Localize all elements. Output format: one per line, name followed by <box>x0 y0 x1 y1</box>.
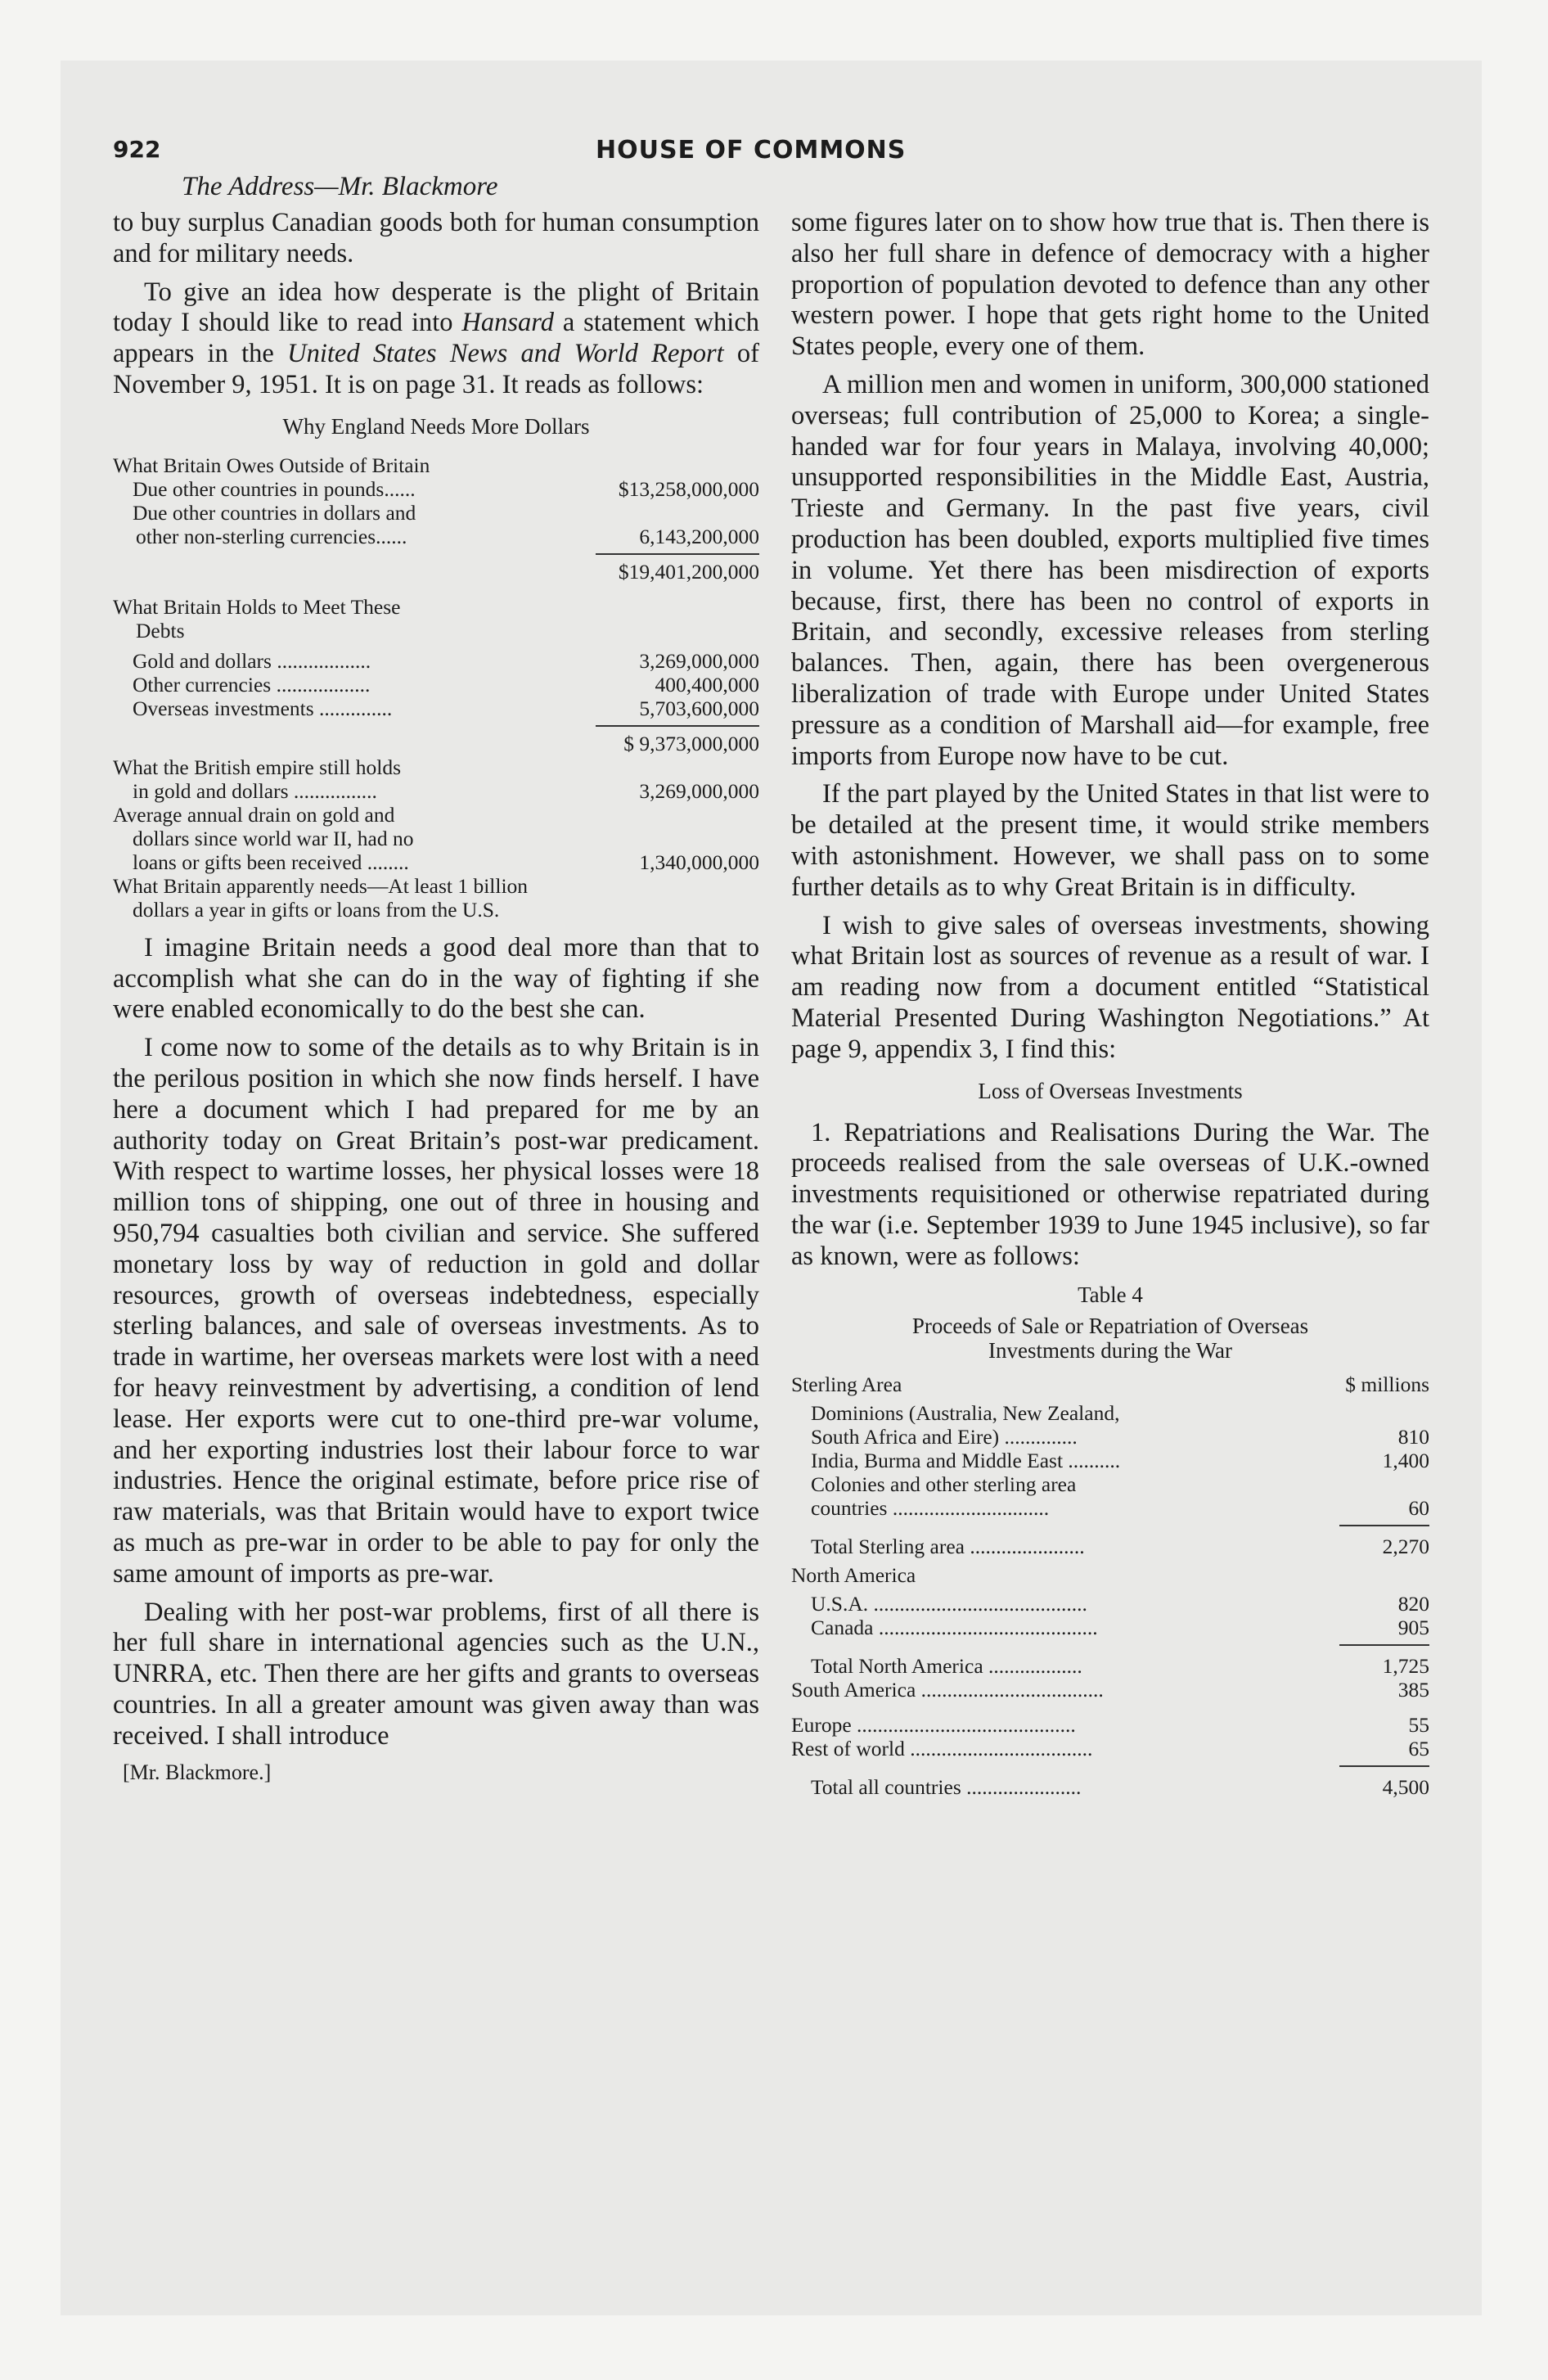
table-row <box>113 874 759 898</box>
table-row <box>113 850 759 874</box>
page-number: 922 <box>113 136 161 163</box>
table-row <box>113 673 759 696</box>
table-total: 4,500 <box>1382 1774 1429 1799</box>
table-label: What Britain Holds to Meet These <box>113 594 401 619</box>
caption-line: Proceeds of Sale or Repatriation of Overseas <box>911 1313 1309 1338</box>
table-label: Canada .......................................... <box>811 1615 1098 1639</box>
table-row <box>791 1496 1429 1520</box>
page-title: HOUSE OF COMMONS <box>596 136 907 165</box>
table-label: Colonies and other sterling area <box>811 1472 1077 1496</box>
table-number: Table 4 <box>1078 1282 1143 1307</box>
table-value: 810 <box>1397 1424 1429 1449</box>
paragraph: to buy surplus Canadian goods both for human consumption and for military needs. <box>113 208 759 268</box>
table-row <box>791 1449 1429 1472</box>
table-heading <box>113 453 759 477</box>
table-label: Overseas investments .............. <box>133 696 393 720</box>
table-label: countries .............................. <box>811 1495 1050 1520</box>
quoted-table-title: Why England Needs More Dollars <box>282 413 590 439</box>
table-heading <box>791 1563 1429 1587</box>
table-value: 6,143,200,000 <box>639 524 759 548</box>
text-run-italic: Hansard <box>461 308 554 338</box>
table-value: 1,340,000,000 <box>639 850 759 874</box>
table-label: Sterling Area <box>791 1372 902 1396</box>
table-label: South America ................................... <box>791 1677 1104 1702</box>
table-value: 905 <box>1397 1615 1429 1639</box>
table-value: 820 <box>1397 1591 1429 1616</box>
table-row <box>113 501 759 525</box>
page-header <box>113 136 1429 177</box>
loss-title: Loss of Overseas Investments <box>978 1078 1243 1103</box>
table-caption <box>791 1314 1429 1363</box>
table-row <box>791 1713 1429 1737</box>
table-label: Rest of world ................................... <box>791 1736 1093 1760</box>
table-label: Due other countries in dollars and <box>133 500 416 525</box>
table-label: Gold and dollars .................. <box>133 648 371 673</box>
table-value: 55 <box>1408 1712 1429 1737</box>
paragraph: I come now to some of the details as to why Britain is in the perilous position in which she now finds herself. I have here a document which I had prepared for me by an authority today on Great Britain’s post-war predicament. With respect to wartime losses, her physical losses were 18 million tons of shipping, one out of three in housing and 950,794 casualties both civilian and service. She suffered monetary loss by way of reduction in gold and dollar resources, growth of overseas indebtedness, especially sterling balances, and sale of overseas investments. As to trade in wartime, her overseas markets were lost with a need for heavy reinvestment by advertising, a condition of lend lease. Her exports were cut to one-third pre-war volume, and her exporting industries lost their labour force to war industries. Hence the original estimate, before price rise of raw materials, was that Britain would have to export twice as much as pre-war in order to be able to pay for only the same amount of imports as pre-war. <box>113 1033 759 1589</box>
paragraph: some figures later on to show how true that is. Then there is also her full share in defence of democracy with a higher proportion of population devoted to defence than any other western power. I hope that gets right home to the United States people, every one of them. <box>791 208 1429 362</box>
table-label: North America <box>791 1562 916 1587</box>
paragraph: A million men and women in uniform, 300,000 stationed overseas; full contribution of 25,000 to Korea; a single-handed war for four years in Malaya, involving 40,000; unsupported responsibilities in the Middle East, Austria, Trieste and Germany. In the past five years, civil production has been doubled, exports multiplied five times in volume. Yet there has been misdirection of exports because, first, there has been no control of exports in Britain, and secondly, excessive releases from sterling balances. Then, again, there has been overgenerous liberalization of trade with Europe under United States pressure as a condition of Marshall aid—for example, free imports from Europe now have to be cut. <box>791 369 1429 771</box>
table-total: $19,401,200,000 <box>618 559 759 584</box>
table-total-row <box>791 1535 1429 1558</box>
table-label: Dominions (Australia, New Zealand, <box>811 1400 1120 1425</box>
text-run: of November 9, 1951. It is on page 31. It reads as follows: <box>113 339 759 399</box>
table-row <box>113 696 759 720</box>
table-label: U.S.A. ......................................... <box>811 1591 1087 1616</box>
table-label: Due other countries in pounds...... <box>133 476 416 501</box>
text-run: a statement which appears in the <box>113 308 759 369</box>
table-row <box>113 525 759 548</box>
table-total: 2,270 <box>1382 1534 1429 1558</box>
paragraph: If the part played by the United States in that list were to be detailed at the present time, it would strike members with astonishment. However, we shall pass on to some further details as to why Great Britain is in difficulty. <box>791 779 1429 902</box>
table-total-row <box>113 560 759 584</box>
table-value: $13,258,000,000 <box>618 476 759 501</box>
table-label: dollars since world war II, had no <box>133 826 414 850</box>
table-label: Debts <box>136 618 185 642</box>
table-total: 1,725 <box>1382 1653 1429 1678</box>
table-label: Total North America .................. <box>811 1653 1082 1678</box>
text-run: To give an idea how desperate is the plight of Britain today I should like to read into <box>113 277 759 338</box>
table-value: 385 <box>1397 1677 1429 1702</box>
table-row <box>113 779 759 803</box>
table-row <box>113 827 759 850</box>
total-rule <box>596 553 759 555</box>
table-row <box>113 477 759 501</box>
table-row <box>113 649 759 673</box>
text-run-italic: United States News and World Report <box>287 339 724 369</box>
table-heading <box>113 595 759 619</box>
speaker-footer: [Mr. Blackmore.] <box>123 1760 272 1784</box>
table-row <box>791 1737 1429 1760</box>
table-value: 5,703,600,000 <box>639 696 759 720</box>
right-column <box>791 208 1429 1799</box>
table-value: 3,269,000,000 <box>639 778 759 803</box>
table-row <box>113 803 759 827</box>
table-label: India, Burma and Middle East .......... <box>811 1448 1121 1472</box>
table-label: South Africa and Eire) .............. <box>811 1424 1078 1449</box>
table-row <box>791 1592 1429 1616</box>
table-row <box>791 1472 1429 1496</box>
table-total-row <box>113 732 759 755</box>
table-row <box>791 1616 1429 1639</box>
caption-line: Investments during the War <box>988 1337 1232 1363</box>
table-label: Total all countries ...................... <box>811 1774 1082 1799</box>
table-total-row <box>791 1775 1429 1799</box>
paragraph <box>113 277 759 401</box>
table-label: Average annual drain on gold and <box>113 802 395 827</box>
dollars-table <box>113 453 759 922</box>
table-heading <box>791 1373 1429 1396</box>
table-value: 3,269,000,000 <box>639 648 759 673</box>
table-value: 1,400 <box>1382 1448 1429 1472</box>
running-subtitle: The Address—Mr. Blackmore <box>182 172 498 201</box>
table-value: 65 <box>1408 1736 1429 1760</box>
table-label: Europe .......................................... <box>791 1712 1076 1737</box>
table-row <box>791 1401 1429 1425</box>
table-value: 400,400,000 <box>655 672 759 696</box>
table-label: Other currencies .................. <box>133 672 371 696</box>
table-label: Total Sterling area ...................... <box>811 1534 1085 1558</box>
left-column <box>113 208 759 1785</box>
paragraph: I wish to give sales of overseas investments, showing what Britain lost as sources of revenue as a result of war. I am reading now from a document entitled “Statistical Material Presented During Washington Negotiations.” At page 9, appendix 3, I find this: <box>791 910 1429 1064</box>
table-value: 60 <box>1408 1495 1429 1520</box>
hansard-page <box>113 136 1463 2231</box>
table-row <box>113 898 759 922</box>
table-label: dollars a year in gifts or loans from the U.S. <box>133 897 500 922</box>
total-rule <box>596 725 759 727</box>
table-label: loans or gifts been received ........ <box>133 850 409 874</box>
table-total-row <box>791 1654 1429 1678</box>
table-label: other non-sterling currencies...... <box>136 524 407 548</box>
table-label: What the British empire still holds <box>113 755 401 779</box>
paragraph: Dealing with her post-war problems, first of all there is her full share in international agencies such as the U.N., UNRRA, etc. Then there are her gifts and grants to overseas countries. In all a greater amount was given away than was received. I shall introduce <box>113 1597 759 1751</box>
table-unit: $ millions <box>1345 1372 1429 1396</box>
investments-table <box>791 1373 1429 1799</box>
table-row <box>791 1678 1429 1702</box>
table-label: What Britain Owes Outside of Britain <box>113 453 430 477</box>
table-row <box>113 755 759 779</box>
table-total: $ 9,373,000,000 <box>623 731 759 755</box>
table-heading <box>113 619 759 642</box>
table-row <box>791 1425 1429 1449</box>
table-label: in gold and dollars ................ <box>133 778 377 803</box>
paragraph: I imagine Britain needs a good deal more than that to accomplish what she can do in the way of fighting if she were enabled economically to do the best she can. <box>113 932 759 1025</box>
loss-paragraph: 1. Repatriations and Realisations During the War. The proceeds realised from the sale overseas of U.K.-owned investments requisitioned or otherwise repatriated during the war (i.e. September 1939 to June 1945 inclusive), so far as known, were as follows: <box>791 1117 1429 1271</box>
table-label: What Britain apparently needs—At least 1 billion <box>113 873 529 898</box>
